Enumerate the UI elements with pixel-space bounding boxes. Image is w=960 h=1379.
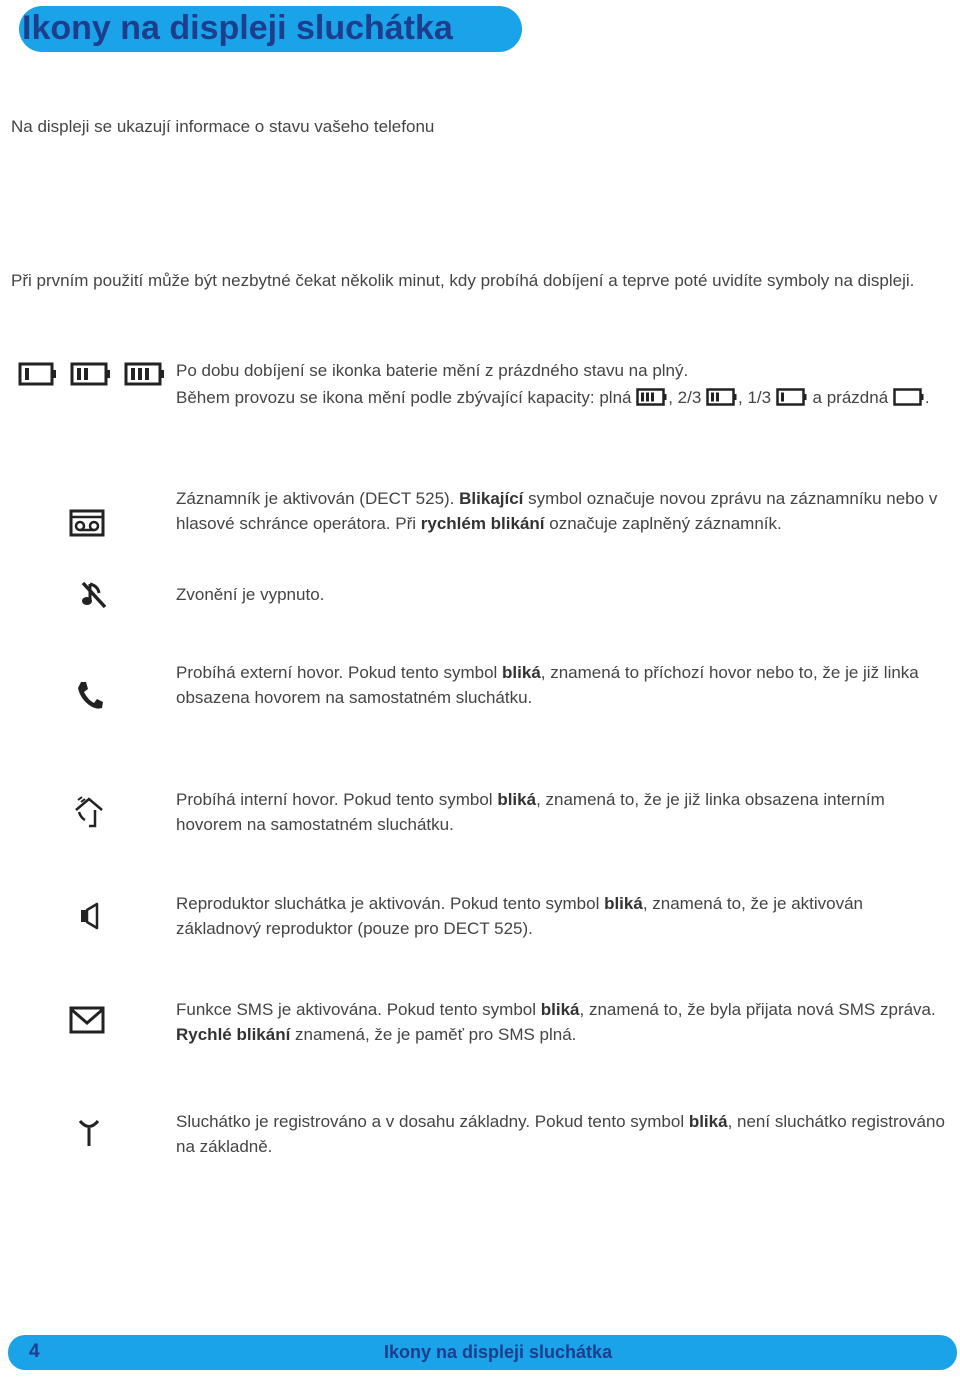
battery-line-2b: , 2/3	[668, 388, 707, 407]
phone-icon	[76, 679, 104, 711]
text-run: označuje zaplněný záznamník.	[544, 514, 782, 533]
answering-machine-description	[176, 486, 951, 536]
battery-line-2e: .	[924, 388, 930, 407]
envelope-icon	[69, 1006, 105, 1034]
intro-text: Na displeji se ukazují informace o stavu vašeho telefonu	[11, 117, 435, 136]
text-run: Záznamník je aktivován (DECT 525).	[176, 489, 460, 508]
battery-one-third-icon	[776, 387, 808, 414]
bold-run: Rychlé blikání	[176, 1025, 291, 1044]
battery-line-2d: a prázdná	[807, 388, 893, 407]
battery-full-icon	[636, 387, 668, 414]
note-text: Při prvním použití může být nezbytné čekat několik minut, kdy probíhá dobíjení a teprve poté uvidíte symboly na displeji.	[11, 271, 915, 290]
footer-title: Ikony na displeji sluchátka	[384, 1342, 613, 1362]
battery-line-2c: , 1/3	[738, 388, 776, 407]
text-run: Funkce SMS je aktivována. Pokud tento symbol	[176, 1000, 541, 1019]
ringer-off-icon	[80, 580, 108, 610]
text-run: Reproduktor sluchátka je aktivován. Pokud tento symbol	[176, 894, 605, 913]
antenna-icon	[77, 1118, 101, 1148]
bold-run: bliká	[497, 790, 537, 809]
bold-run: Blikající	[459, 489, 524, 508]
text-run: Probíhá externí hovor. Pokud tento symbol	[176, 663, 503, 682]
text-run: , znamená to, že byla přijata nová SMS zpráva.	[579, 1000, 936, 1019]
battery-full-icon	[124, 361, 166, 387]
external-call-description	[176, 660, 951, 710]
battery-two-thirds-icon	[706, 387, 738, 414]
battery-empty-icon	[18, 361, 58, 387]
internal-call-description	[176, 787, 951, 837]
speaker-description	[176, 891, 951, 941]
page-title: Ikony na displeji sluchátka	[22, 9, 453, 47]
text-run: , znamená to, že je již linka obsazena interním hovorem na samostatném sluchátku.	[176, 790, 885, 834]
bold-run: bliká	[688, 1112, 728, 1131]
bold-run: bliká	[540, 1000, 580, 1019]
text-run: Probíhá interní hovor. Pokud tento symbol	[176, 790, 498, 809]
battery-two-thirds-icon	[70, 361, 112, 387]
page-number: 4	[29, 1341, 40, 1362]
battery-description	[176, 357, 951, 414]
text-run: Sluchátko je registrováno a v dosahu základny. Pokud tento symbol	[176, 1112, 689, 1131]
internal-call-icon	[73, 796, 105, 830]
antenna-description	[176, 1109, 951, 1159]
sms-description	[176, 997, 951, 1047]
text-run: , znamená to, že je aktivován základnový reproduktor (pouze pro DECT 525).	[176, 894, 864, 938]
text-run: , znamená to příchozí hovor nebo to, že je již linka obsazena hovorem na samostatném sluchátku.	[176, 663, 919, 707]
battery-line-2a: Během provozu se ikona mění podle zbývající kapacity: plná	[176, 388, 637, 407]
bold-run: rychlém blikání	[420, 514, 545, 533]
text-run: , není sluchátko registrováno na základně.	[176, 1112, 945, 1156]
answering-machine-icon	[69, 509, 105, 537]
battery-line-1: Po dobu dobíjení se ikonka baterie mění z prázdného stavu na plný.	[176, 361, 689, 380]
speaker-icon	[79, 902, 103, 930]
battery-empty-icon	[893, 387, 925, 414]
text-run: symbol označuje novou zprávu na záznamníku nebo v hlasové schránce operátora. Při	[176, 489, 938, 533]
ringer-description: Zvonění je vypnuto.	[176, 585, 325, 604]
bold-run: bliká	[604, 894, 643, 913]
text-run: znamená, že je paměť pro SMS plná.	[290, 1025, 577, 1044]
bold-run: bliká	[502, 663, 541, 682]
